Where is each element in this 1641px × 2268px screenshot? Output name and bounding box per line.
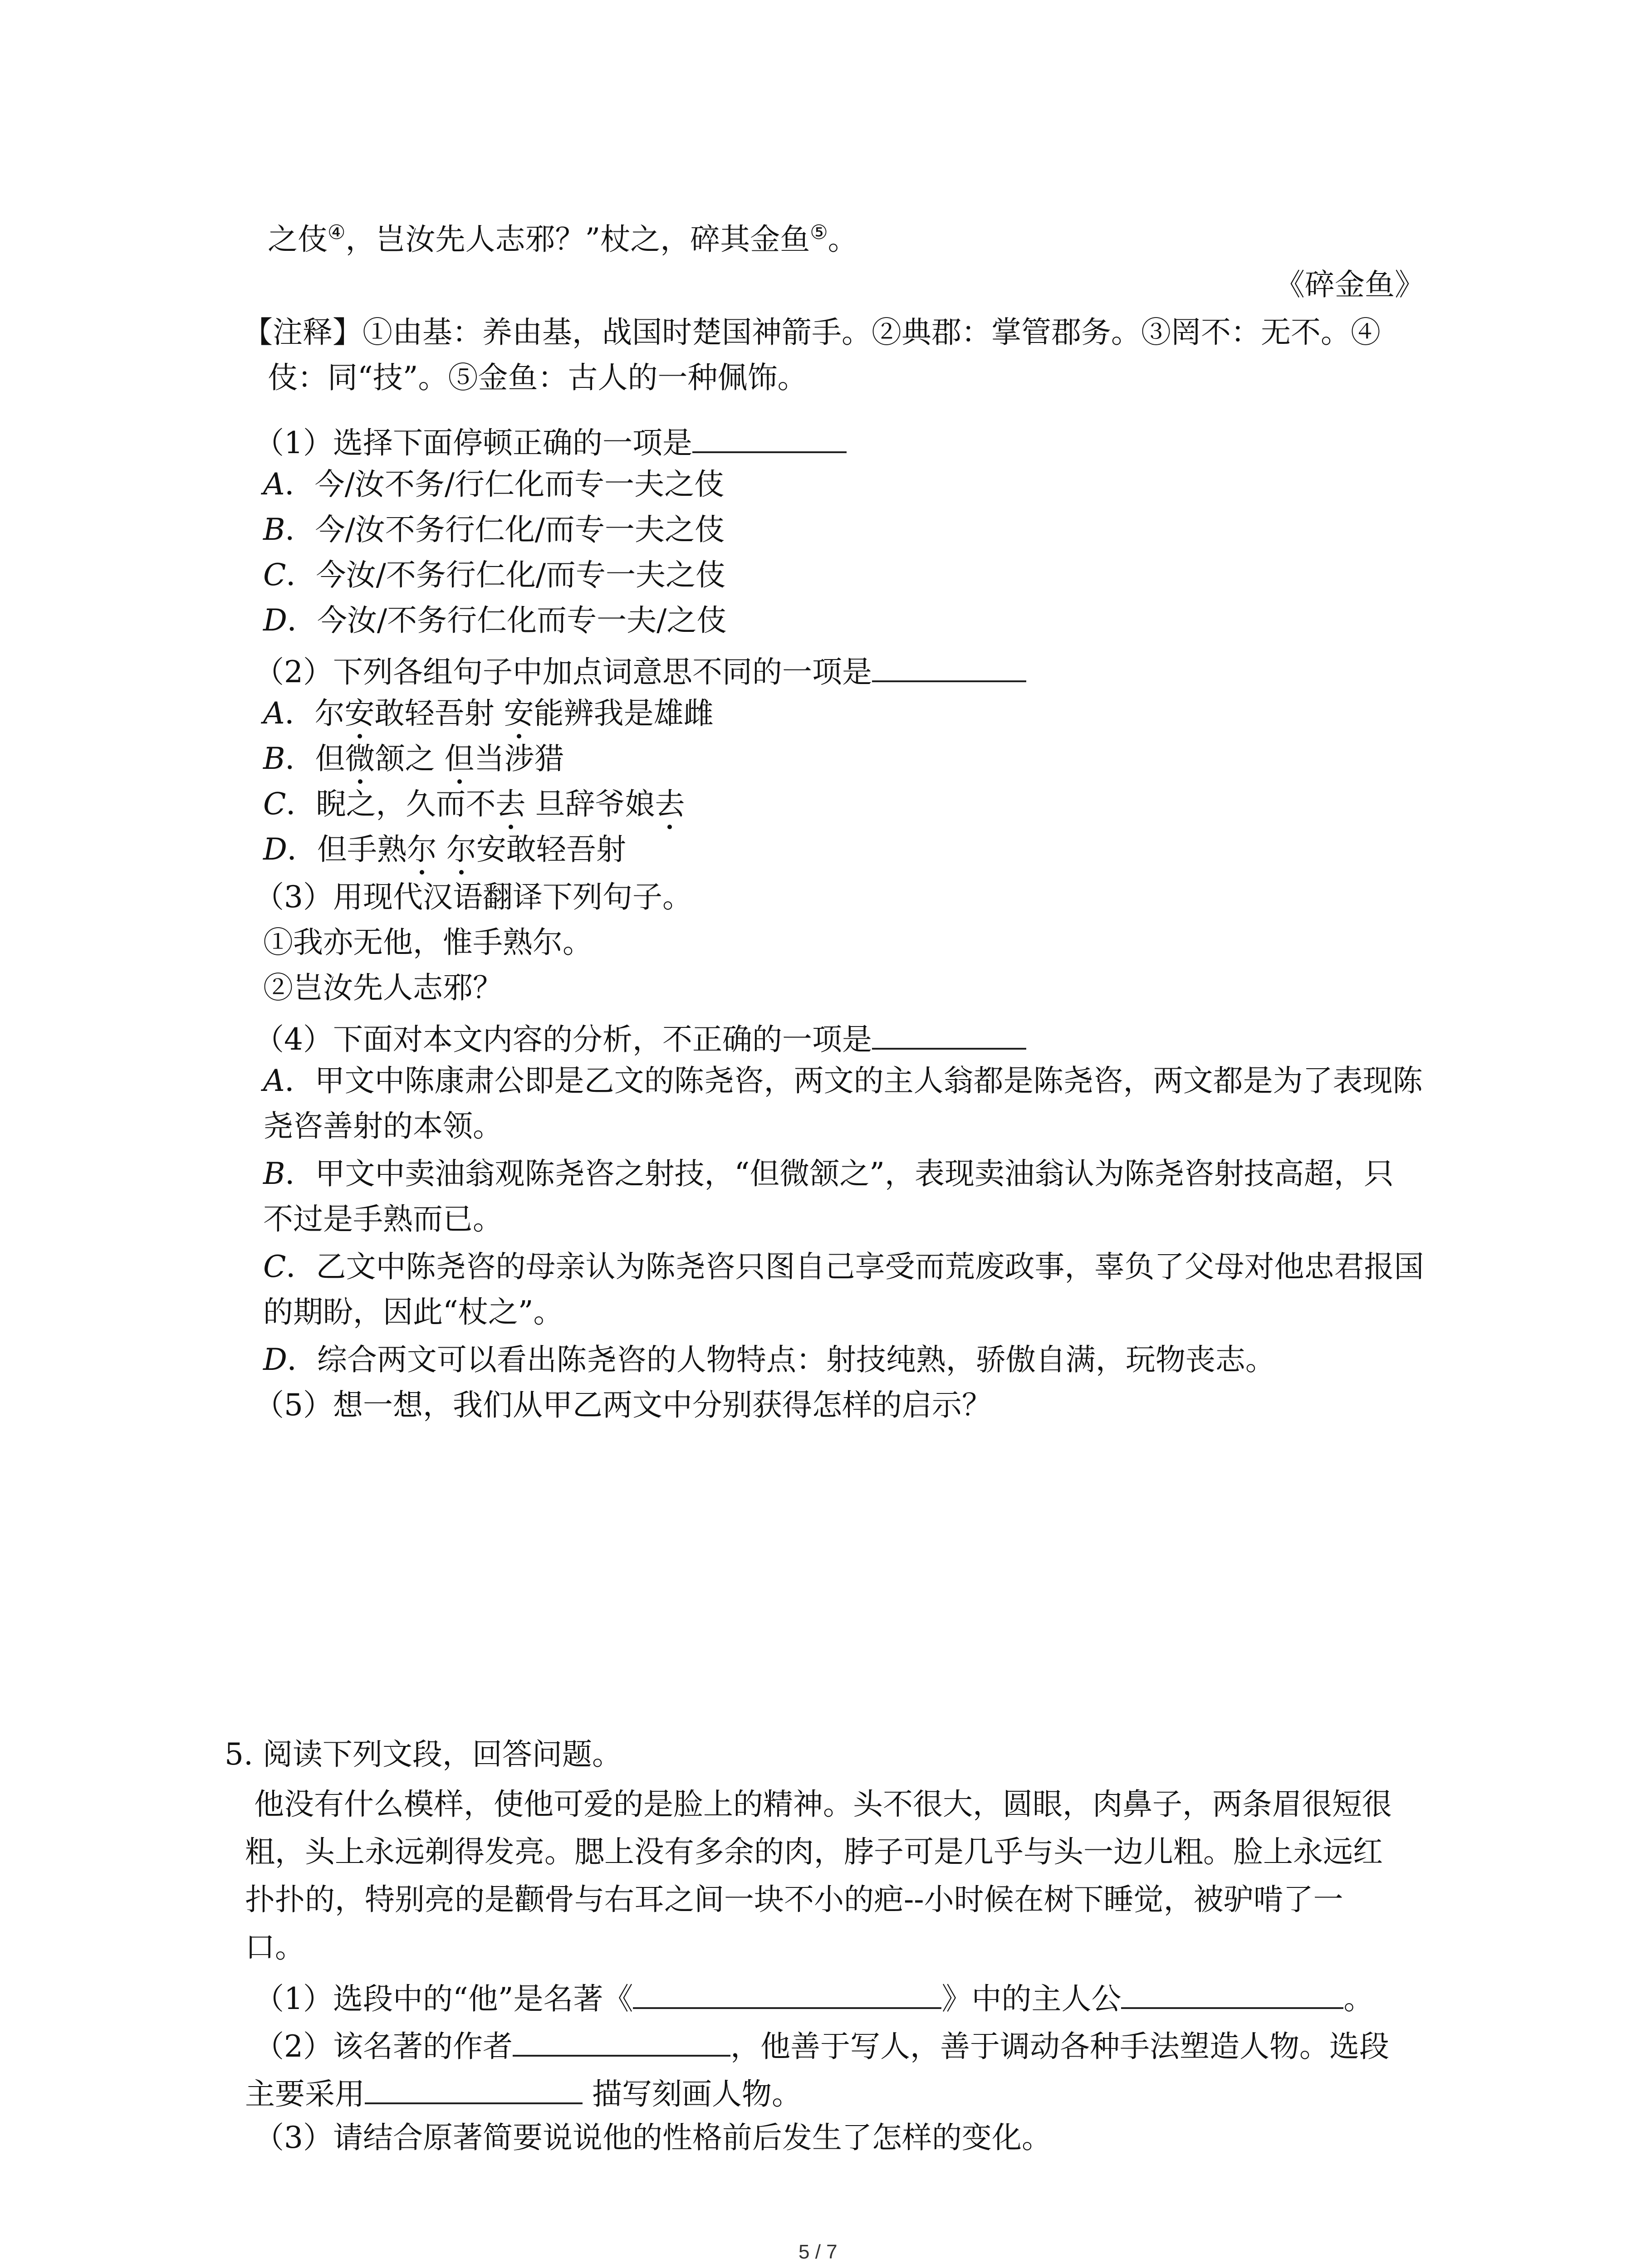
book-title-blank[interactable] <box>633 1980 941 2009</box>
dotted-word: 微 <box>345 741 375 776</box>
q1-option-d: D．今汝/不务行仁化而专一夫/之伎 <box>263 603 727 638</box>
question-5-stem: （5）想一想，我们从甲乙两文中分别获得怎样的启示？ <box>254 1388 992 1422</box>
excerpt-line-1: 他没有什么模样，使他可爱的是脸上的精神。头不很大，圆眼，肉鼻子，两条眉很短很 <box>254 1787 1392 1822</box>
q2-option-c: C．睨之，久而不去 旦辞爷娘去 <box>263 787 685 821</box>
passage-text: 。 <box>828 222 858 257</box>
question-2-stem: （2）下列各组句子中加点词意思不同的一项是 <box>254 653 1026 687</box>
section-5-header: 5. 阅读下列文段，回答问题。 <box>225 1737 622 1772</box>
q4-option-c: C．乙文中陈尧咨的母亲认为陈尧咨只图自己享受而荒废政事，辜负了父母对他忠君报国 <box>263 1249 1424 1284</box>
q4-option-b-cont: 不过是手熟而已。 <box>263 1202 503 1237</box>
excerpt-line-4: 口。 <box>245 1930 305 1965</box>
answer-blank[interactable] <box>872 653 1026 682</box>
dotted-word: 尔 <box>407 832 437 867</box>
passage-source: 《碎金鱼》 <box>1275 267 1425 302</box>
protagonist-blank[interactable] <box>1121 1980 1343 2009</box>
annotation-line-1: 【注释】①由基：养由基，战国时楚国神箭手。②典郡：掌管郡务。③罔不：无不。④ <box>243 315 1381 350</box>
q4-option-a: A．甲文中陈康肃公即是乙文的陈尧咨，两文的主人翁都是陈尧咨，两文都是为了表现陈 <box>263 1063 1423 1098</box>
passage-text: 之伎 <box>268 222 328 257</box>
sub-question-2: （2）该名著的作者 ，他善于写人，善于调动各种手法塑造人物。选段 <box>254 2028 1389 2062</box>
passage-line-1 <box>268 221 858 257</box>
page-number: 5 / 7 <box>798 2241 838 2263</box>
answer-blank[interactable] <box>692 424 847 453</box>
q4-option-d: D．综合两文可以看出陈尧咨的人物特点：射技纯熟，骄傲自满，玩物丧志。 <box>263 1342 1275 1377</box>
question-3-stem: （3）用现代汉语翻译下列句子。 <box>254 880 692 914</box>
q4-option-b: B．甲文中卖油翁观陈尧咨之射技，“但微颔之”，表现卖油翁认为陈尧咨射技高超，只 <box>263 1156 1394 1191</box>
note-marker-5: ⑤ <box>810 221 828 244</box>
passage-text: ，岂汝先人志邪？”杖之，碎其金鱼 <box>345 222 810 257</box>
dotted-word: 去 <box>495 787 526 821</box>
q3-sentence-2: ②岂汝先人志邪？ <box>263 970 503 1005</box>
q2-option-b: B．但微颔之 但当涉猎 <box>263 741 564 776</box>
question-1-stem: （1）选择下面停顿正确的一项是 <box>254 424 847 458</box>
author-blank[interactable] <box>513 2028 730 2057</box>
q4-option-a-cont: 尧咨善射的本领。 <box>263 1109 503 1144</box>
dotted-word: 安 <box>344 696 375 731</box>
q1-option-a: A．今/汝不务/行仁化而专一夫之伎 <box>263 467 725 502</box>
q2-option-d: D．但手熟尔 尔安敢轻吾射 <box>263 832 626 867</box>
q1-option-c: C．今汝/不务行仁化/而专一夫之伎 <box>263 557 725 592</box>
note-marker-4: ④ <box>328 221 346 244</box>
q3-sentence-1: ①我亦无他，惟手熟尔。 <box>263 925 593 960</box>
dotted-word: 安 <box>504 696 534 731</box>
method-blank[interactable] <box>365 2075 583 2104</box>
sub-question-1: （1）选段中的“他”是名著《 》中的主人公 。 <box>254 1980 1373 2014</box>
sub-question-3: （3）请结合原著简要说说他的性格前后发生了怎样的变化。 <box>254 2120 1052 2155</box>
q2-option-a: A．尔安敢轻吾射 安能辨我是雄雌 <box>263 696 714 731</box>
excerpt-line-2: 粗，头上永远剃得发亮。腮上没有多余的肉，脖子可是几乎与头一边儿粗。脸上永远红 <box>245 1834 1383 1869</box>
dotted-word: 去 <box>655 787 685 821</box>
answer-blank[interactable] <box>872 1021 1026 1050</box>
excerpt-line-3: 扑扑的，特别亮的是颧骨与右耳之间一块不小的疤--小时候在树下睡觉，被驴啃了一 <box>245 1882 1343 1917</box>
sub-question-2-cont: 主要采用 描写刻画人物。 <box>245 2075 802 2109</box>
q4-option-c-cont: 的期盼，因此“杖之”。 <box>263 1295 563 1330</box>
dotted-word: 尔 <box>446 832 476 867</box>
dotted-word: 但 <box>444 741 475 776</box>
q1-option-b: B．今/汝不务行仁化/而专一夫之伎 <box>263 512 725 547</box>
question-4-stem: （4）下面对本文内容的分析，不正确的一项是 <box>254 1021 1026 1055</box>
annotation-line-2: 伎：同“技”。⑤金鱼：古人的一种佩饰。 <box>268 360 808 395</box>
